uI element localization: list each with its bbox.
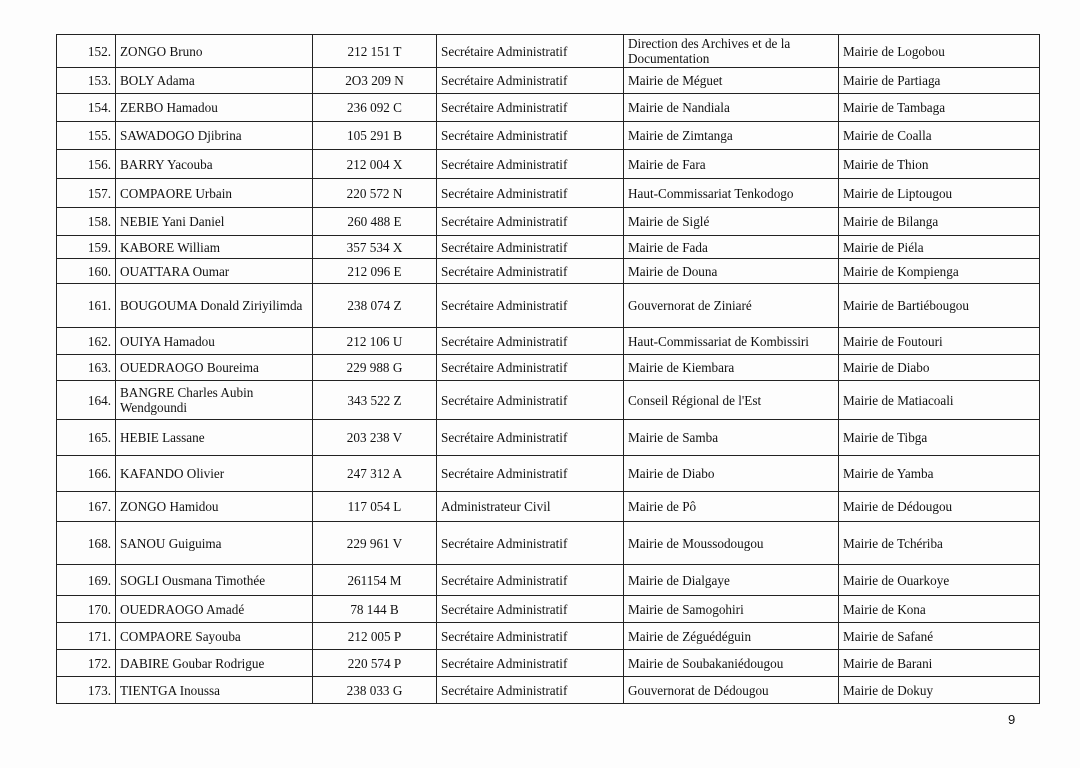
name-cell: OUEDRAOGO Boureima <box>116 355 313 381</box>
name-cell: ZONGO Bruno <box>116 35 313 68</box>
matricule-cell: 238 074 Z <box>313 284 437 328</box>
row-number: 165. <box>57 420 116 456</box>
fonction-cell: Secrétaire Administratif <box>437 456 624 492</box>
name-cell: ZONGO Hamidou <box>116 492 313 522</box>
table-body <box>57 35 1040 704</box>
table-row <box>57 677 1040 704</box>
origine-cell: Direction des Archives et de la Documentation <box>624 35 839 68</box>
destination-cell: Mairie de Bartiébougou <box>839 284 1040 328</box>
table-row <box>57 492 1040 522</box>
origine-cell: Mairie de Samba <box>624 420 839 456</box>
table-row <box>57 355 1040 381</box>
origine-cell: Mairie de Samogohiri <box>624 596 839 623</box>
destination-cell: Mairie de Kona <box>839 596 1040 623</box>
origine-cell: Mairie de Siglé <box>624 208 839 236</box>
row-number: 172. <box>57 650 116 677</box>
destination-cell: Mairie de Matiacoali <box>839 381 1040 420</box>
row-number: 159. <box>57 236 116 259</box>
fonction-cell: Secrétaire Administratif <box>437 328 624 355</box>
row-number: 170. <box>57 596 116 623</box>
fonction-cell: Secrétaire Administratif <box>437 355 624 381</box>
name-cell: DABIRE Goubar Rodrigue <box>116 650 313 677</box>
table-row <box>57 420 1040 456</box>
table-row <box>57 68 1040 94</box>
destination-cell: Mairie de Dédougou <box>839 492 1040 522</box>
row-number: 158. <box>57 208 116 236</box>
row-number: 173. <box>57 677 116 704</box>
fonction-cell: Secrétaire Administratif <box>437 35 624 68</box>
name-cell: TIENTGA Inoussa <box>116 677 313 704</box>
matricule-cell: 212 096 E <box>313 259 437 284</box>
row-number: 167. <box>57 492 116 522</box>
matricule-cell: 357 534 X <box>313 236 437 259</box>
destination-cell: Mairie de Liptougou <box>839 179 1040 208</box>
fonction-cell: Secrétaire Administratif <box>437 259 624 284</box>
table-row <box>57 35 1040 68</box>
fonction-cell: Secrétaire Administratif <box>437 381 624 420</box>
name-cell: COMPAORE Sayouba <box>116 623 313 650</box>
row-number: 152. <box>57 35 116 68</box>
destination-cell: Mairie de Tibga <box>839 420 1040 456</box>
matricule-cell: 260 488 E <box>313 208 437 236</box>
origine-cell: Haut-Commissariat de Kombissiri <box>624 328 839 355</box>
origine-cell: Mairie de Fada <box>624 236 839 259</box>
origine-cell: Mairie de Soubakaniédougou <box>624 650 839 677</box>
fonction-cell: Secrétaire Administratif <box>437 677 624 704</box>
matricule-cell: 261154 M <box>313 565 437 596</box>
row-number: 160. <box>57 259 116 284</box>
row-number: 155. <box>57 122 116 150</box>
name-cell: BANGRE Charles Aubin Wendgoundi <box>116 381 313 420</box>
matricule-cell: 220 572 N <box>313 179 437 208</box>
table-row <box>57 122 1040 150</box>
destination-cell: Mairie de Diabo <box>839 355 1040 381</box>
name-cell: NEBIE Yani Daniel <box>116 208 313 236</box>
fonction-cell: Secrétaire Administratif <box>437 565 624 596</box>
origine-cell: Mairie de Dialgaye <box>624 565 839 596</box>
page-number: 9 <box>1008 712 1016 727</box>
origine-cell: Mairie de Moussodougou <box>624 522 839 565</box>
fonction-cell: Secrétaire Administratif <box>437 284 624 328</box>
table-row <box>57 650 1040 677</box>
destination-cell: Mairie de Tambaga <box>839 94 1040 122</box>
fonction-cell: Secrétaire Administratif <box>437 596 624 623</box>
name-cell: SAWADOGO Djibrina <box>116 122 313 150</box>
name-cell: ZERBO Hamadou <box>116 94 313 122</box>
fonction-cell: Secrétaire Administratif <box>437 420 624 456</box>
matricule-cell: 212 004 X <box>313 150 437 179</box>
matricule-cell: 78 144 B <box>313 596 437 623</box>
origine-cell: Conseil Régional de l'Est <box>624 381 839 420</box>
row-number: 154. <box>57 94 116 122</box>
matricule-cell: 212 005 P <box>313 623 437 650</box>
matricule-cell: 247 312 A <box>313 456 437 492</box>
origine-cell: Mairie de Kiembara <box>624 355 839 381</box>
name-cell: HEBIE Lassane <box>116 420 313 456</box>
row-number: 163. <box>57 355 116 381</box>
name-cell: COMPAORE Urbain <box>116 179 313 208</box>
name-cell: BOLY Adama <box>116 68 313 94</box>
table-row <box>57 94 1040 122</box>
name-cell: BOUGOUMA Donald Ziriyilimda <box>116 284 313 328</box>
fonction-cell: Secrétaire Administratif <box>437 208 624 236</box>
origine-cell: Haut-Commissariat Tenkodogo <box>624 179 839 208</box>
table-row <box>57 208 1040 236</box>
destination-cell: Mairie de Kompienga <box>839 259 1040 284</box>
matricule-cell: 229 988 G <box>313 355 437 381</box>
origine-cell: Mairie de Zimtanga <box>624 122 839 150</box>
destination-cell: Mairie de Yamba <box>839 456 1040 492</box>
fonction-cell: Secrétaire Administratif <box>437 650 624 677</box>
matricule-cell: 220 574 P <box>313 650 437 677</box>
matricule-cell: 229 961 V <box>313 522 437 565</box>
row-number: 153. <box>57 68 116 94</box>
row-number: 169. <box>57 565 116 596</box>
fonction-cell: Secrétaire Administratif <box>437 94 624 122</box>
name-cell: OUIYA Hamadou <box>116 328 313 355</box>
fonction-cell: Secrétaire Administratif <box>437 122 624 150</box>
origine-cell: Mairie de Zéguédéguin <box>624 623 839 650</box>
row-number: 164. <box>57 381 116 420</box>
destination-cell: Mairie de Dokuy <box>839 677 1040 704</box>
origine-cell: Mairie de Nandiala <box>624 94 839 122</box>
table-row <box>57 328 1040 355</box>
origine-cell: Mairie de Fara <box>624 150 839 179</box>
table-row <box>57 623 1040 650</box>
fonction-cell: Secrétaire Administratif <box>437 68 624 94</box>
table-row <box>57 565 1040 596</box>
fonction-cell: Secrétaire Administratif <box>437 150 624 179</box>
matricule-cell: 236 092 C <box>313 94 437 122</box>
destination-cell: Mairie de Piéla <box>839 236 1040 259</box>
row-number: 156. <box>57 150 116 179</box>
personnel-table <box>56 34 1040 704</box>
origine-cell: Mairie de Méguet <box>624 68 839 94</box>
table-row <box>57 179 1040 208</box>
destination-cell: Mairie de Barani <box>839 650 1040 677</box>
fonction-cell: Secrétaire Administratif <box>437 179 624 208</box>
destination-cell: Mairie de Ouarkoye <box>839 565 1040 596</box>
row-number: 171. <box>57 623 116 650</box>
destination-cell: Mairie de Thion <box>839 150 1040 179</box>
row-number: 166. <box>57 456 116 492</box>
row-number: 168. <box>57 522 116 565</box>
row-number: 157. <box>57 179 116 208</box>
destination-cell: Mairie de Coalla <box>839 122 1040 150</box>
name-cell: OUATTARA Oumar <box>116 259 313 284</box>
name-cell: SANOU Guiguima <box>116 522 313 565</box>
name-cell: BARRY Yacouba <box>116 150 313 179</box>
name-cell: OUEDRAOGO Amadé <box>116 596 313 623</box>
name-cell: KAFANDO Olivier <box>116 456 313 492</box>
matricule-cell: 343 522 Z <box>313 381 437 420</box>
origine-cell: Mairie de Diabo <box>624 456 839 492</box>
matricule-cell: 203 238 V <box>313 420 437 456</box>
fonction-cell: Secrétaire Administratif <box>437 522 624 565</box>
table-row <box>57 596 1040 623</box>
fonction-cell: Secrétaire Administratif <box>437 236 624 259</box>
origine-cell: Mairie de Pô <box>624 492 839 522</box>
destination-cell: Mairie de Bilanga <box>839 208 1040 236</box>
fonction-cell: Administrateur Civil <box>437 492 624 522</box>
table-row <box>57 284 1040 328</box>
destination-cell: Mairie de Logobou <box>839 35 1040 68</box>
table-row <box>57 259 1040 284</box>
matricule-cell: 2O3 209 N <box>313 68 437 94</box>
matricule-cell: 238 033 G <box>313 677 437 704</box>
matricule-cell: 212 106 U <box>313 328 437 355</box>
name-cell: SOGLI Ousmana Timothée <box>116 565 313 596</box>
table-row <box>57 522 1040 565</box>
matricule-cell: 212 151 T <box>313 35 437 68</box>
row-number: 161. <box>57 284 116 328</box>
destination-cell: Mairie de Safané <box>839 623 1040 650</box>
origine-cell: Gouvernorat de Dédougou <box>624 677 839 704</box>
origine-cell: Mairie de Douna <box>624 259 839 284</box>
row-number: 162. <box>57 328 116 355</box>
destination-cell: Mairie de Tchériba <box>839 522 1040 565</box>
fonction-cell: Secrétaire Administratif <box>437 623 624 650</box>
table-row <box>57 150 1040 179</box>
name-cell: KABORE William <box>116 236 313 259</box>
table-row <box>57 456 1040 492</box>
matricule-cell: 117 054 L <box>313 492 437 522</box>
table-row <box>57 236 1040 259</box>
table-row <box>57 381 1040 420</box>
origine-cell: Gouvernorat de Ziniaré <box>624 284 839 328</box>
matricule-cell: 105 291 B <box>313 122 437 150</box>
destination-cell: Mairie de Foutouri <box>839 328 1040 355</box>
destination-cell: Mairie de Partiaga <box>839 68 1040 94</box>
